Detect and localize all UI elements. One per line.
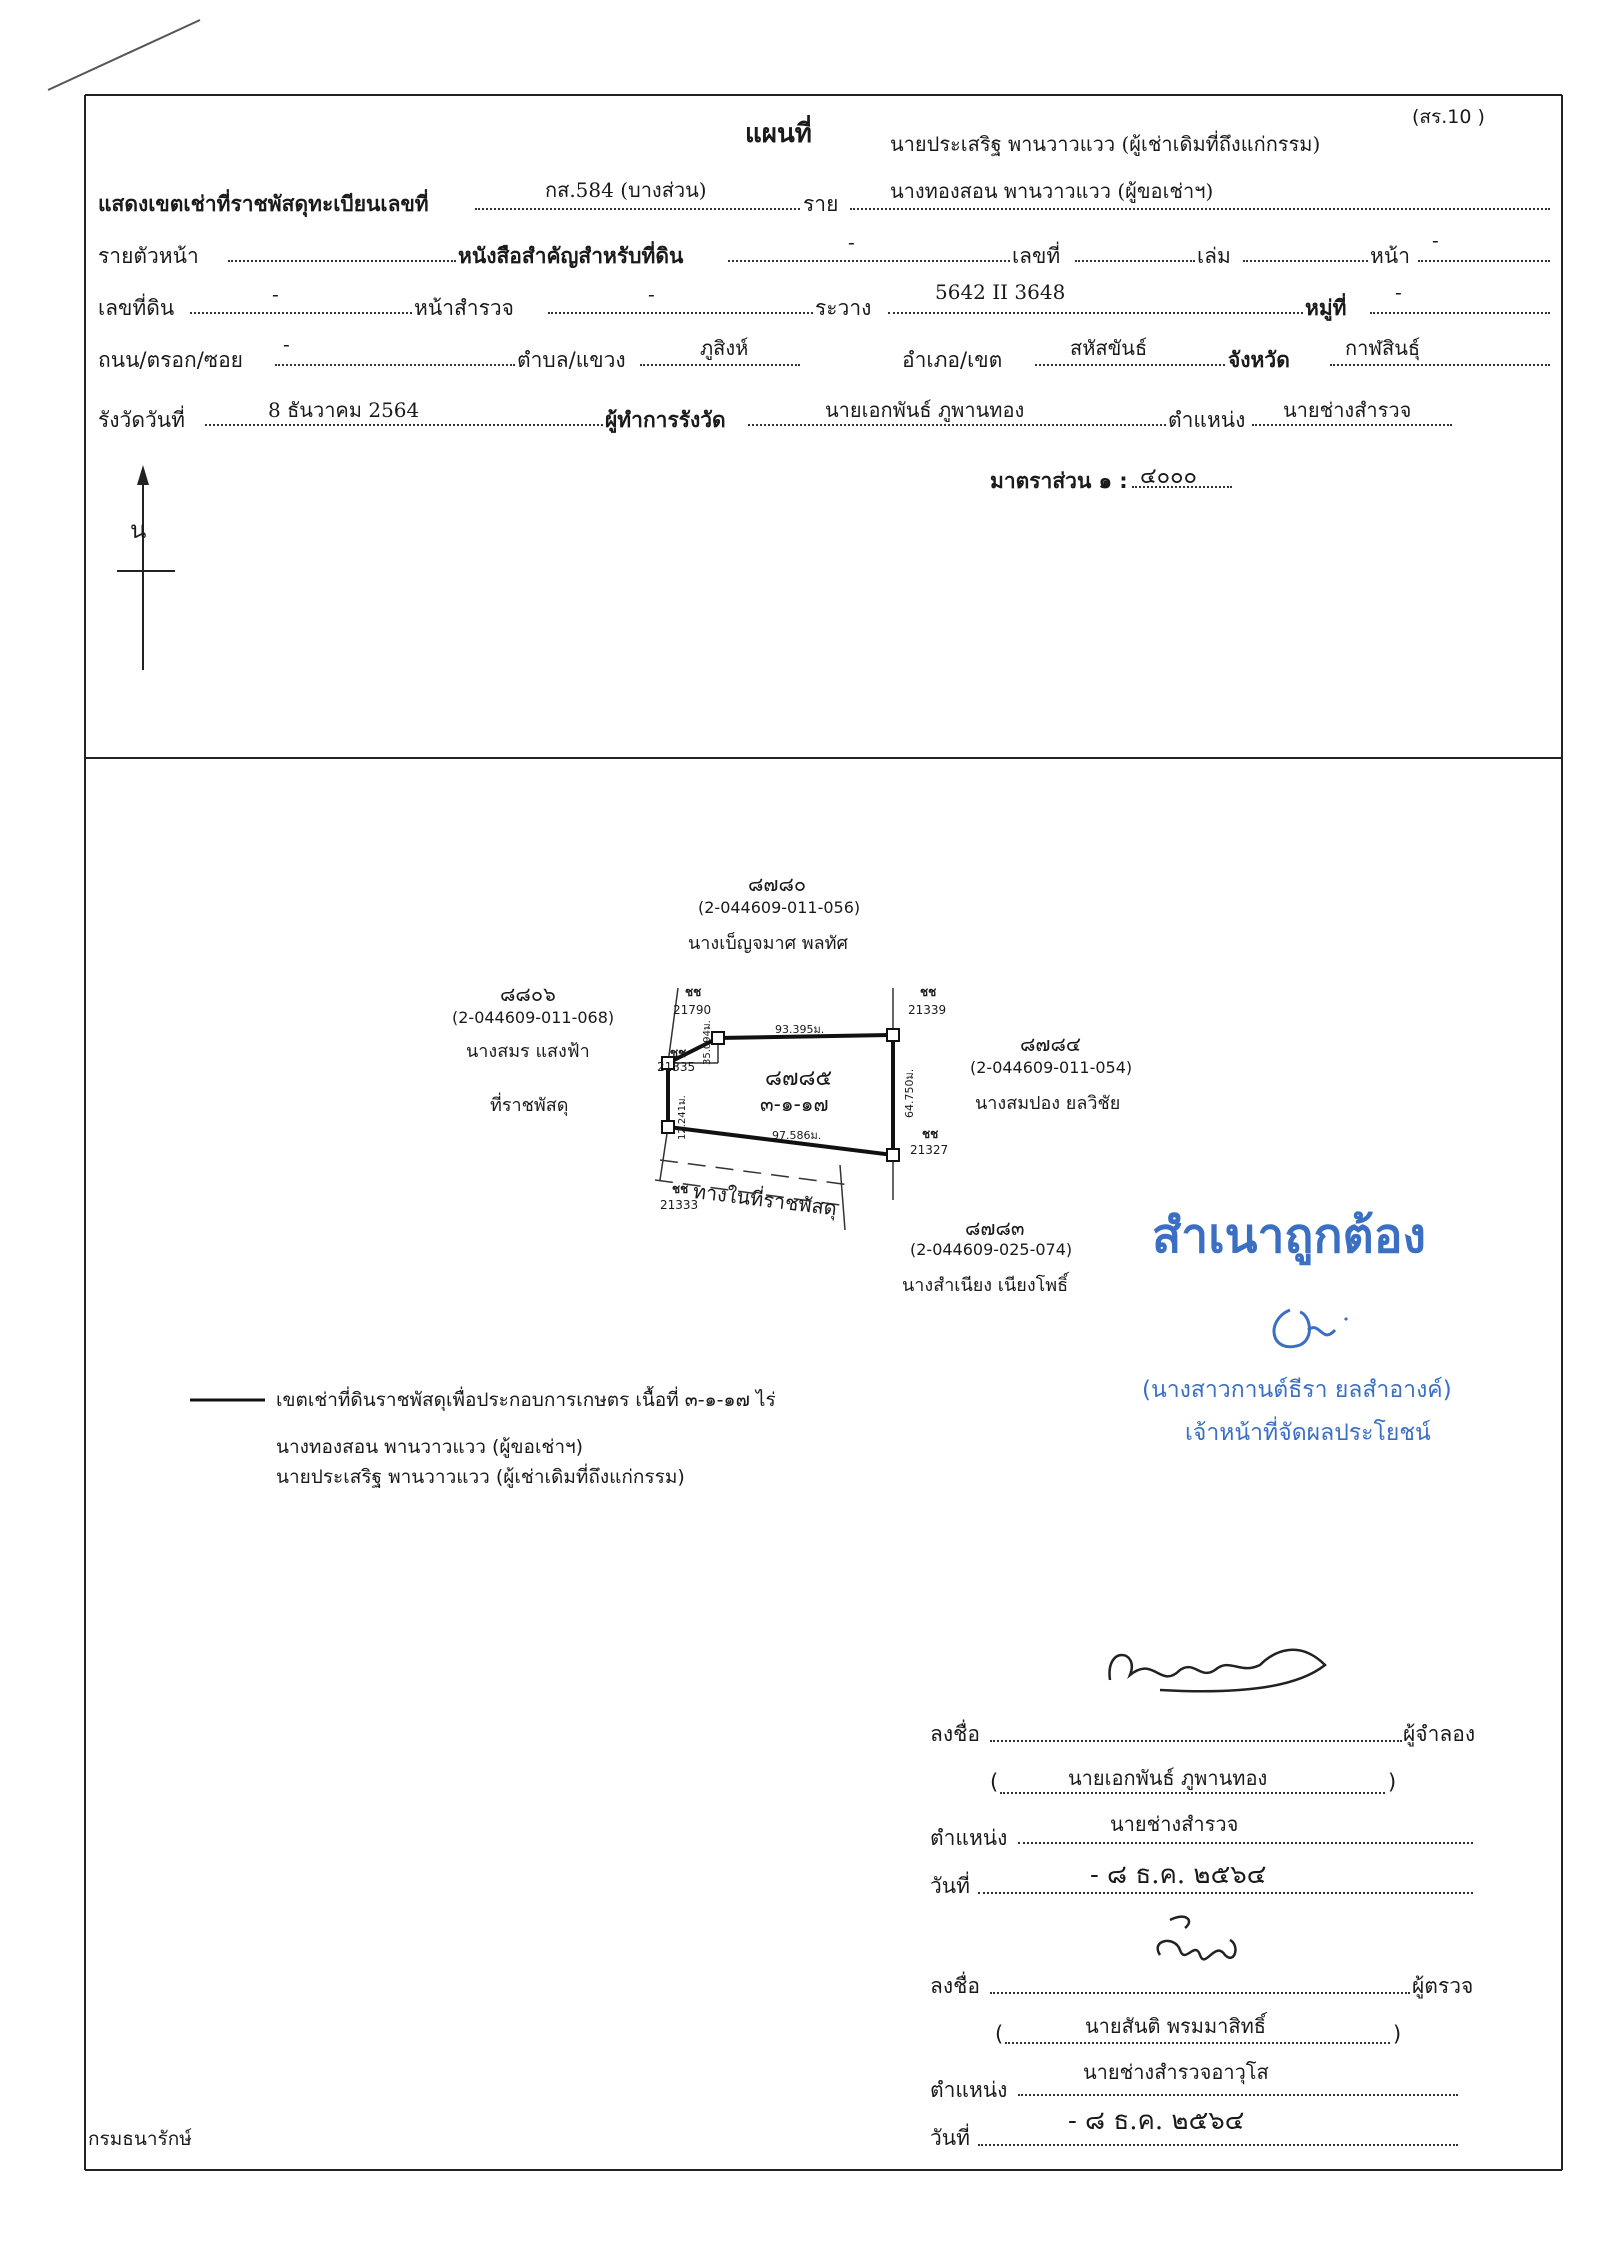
sig2-role: ผู้ตรวจ <box>1412 1974 1474 1998</box>
village-label: หมู่ที่ <box>1305 296 1347 320</box>
bottom-parcel-code: (2-044609-025-074) <box>910 1240 1073 1259</box>
sig1-name: นายเอกพันธ์ ภูพานทอง <box>1068 1766 1268 1790</box>
point-number: 21333 <box>660 1198 699 1212</box>
legend-line1: เขตเช่าที่ดินราชพัสดุเพื่อประกอบการเกษตร เนื้อที่ ๓-๑-๑๗ ไร่ <box>276 1389 776 1411</box>
form-code: (สร.10 ) <box>1412 106 1485 128</box>
corner-marker <box>887 1149 899 1161</box>
adjacent-boundary <box>660 1127 668 1180</box>
bottom-parcel-owner: นางสำเนียง เนียงโพธิ์ <box>902 1275 1069 1296</box>
point-number: 21339 <box>908 1003 947 1017</box>
signature-2 <box>1140 1910 1260 1975</box>
map-sheet-label: ระวาง <box>815 296 872 320</box>
land-no-label: เลขที่ดิน <box>98 296 175 320</box>
dotted-line <box>1000 1792 1385 1794</box>
land-no-value: - <box>272 282 279 306</box>
legend-line2: นางทองสอน พานวาวแวว (ผู้ขอเช่าฯ) <box>276 1436 584 1458</box>
point-number: 21790 <box>673 1003 712 1017</box>
page-value: - <box>1432 228 1439 252</box>
bottom-parcel-no: ๘๗๘๓ <box>965 1216 1025 1240</box>
sig1-date-label: วันที่ <box>930 1874 970 1898</box>
subdistrict-label: ตำบล/แขวง <box>517 348 626 372</box>
point-label: ชช <box>920 985 937 999</box>
sig2-name: นายสันติ พรมมาสิทธิ์ <box>1085 2014 1266 2038</box>
stamp-signature <box>1260 1290 1370 1360</box>
certified-copy-stamp: สำเนาถูกต้อง <box>1152 1208 1426 1264</box>
paren-open: ( <box>990 1770 999 1794</box>
stamp-officer-position: เจ้าหน้าที่จัดผลประโยชน์ <box>1185 1420 1431 1446</box>
point-label: ชช <box>922 1127 939 1141</box>
right-parcel-code: (2-044609-011-054) <box>970 1058 1133 1077</box>
survey-page-label: หน้าสำรวจ <box>414 296 514 320</box>
corner-marker <box>887 1029 899 1041</box>
top-parcel-no: ๘๗๘๐ <box>748 872 807 896</box>
land-doc-value: - <box>848 230 855 254</box>
position-label: ตำแหน่ง <box>1168 408 1246 432</box>
paren-close: ) <box>1388 1770 1397 1794</box>
road-label: ถนน/ตรอก/ซอย <box>98 348 243 372</box>
page-title: แผนที่ <box>745 119 812 149</box>
left-parcel-owner: นางสมร แสงฟ้า <box>466 1041 590 1062</box>
survey-date-value: 8 ธันวาคม 2564 <box>268 398 420 422</box>
page-ref-label: รายตัวหน้า <box>98 244 199 268</box>
applicant: นางทองสอน พานวาวแวว (ผู้ขอเช่าฯ) <box>890 179 1214 203</box>
left-public-land: ที่ราชพัสดุ <box>490 1095 569 1116</box>
registry-value: กส.584 (บางส่วน) <box>545 178 707 202</box>
left-parcel-code: (2-044609-011-068) <box>452 1008 615 1027</box>
dotted-line <box>1005 2042 1390 2044</box>
sig1-role: ผู้จำลอง <box>1403 1722 1476 1746</box>
sig1-date: - ๘ ธ.ค. ๒๕๖๔ <box>1090 1860 1267 1890</box>
top-parcel-owner: นางเบ็ญจมาศ พลทัศ <box>688 933 848 954</box>
land-doc-label: หนังสือสำคัญสำหรับที่ดิน <box>458 244 684 268</box>
paren-close: ) <box>1393 2022 1402 2046</box>
sig2-date-label: วันที่ <box>930 2126 970 2150</box>
registry-label: แสดงเขตเช่าที่ราชพัสดุทะเบียนเลขที่ <box>98 192 429 216</box>
position-value: นายช่างสำรวจ <box>1283 398 1412 422</box>
original-lessee: นายประเสริฐ พานวาวแวว (ผู้เช่าเดิมที่ถึงแก่กรรม) <box>890 132 1321 156</box>
point-label: ชช <box>672 1182 689 1196</box>
list-label: ราย <box>803 192 839 216</box>
district-label: อำเภอ/เขต <box>902 348 1003 372</box>
sig2-date: - ๘ ธ.ค. ๒๕๖๔ <box>1068 2106 1245 2136</box>
dotted-line <box>978 1892 1473 1894</box>
left-parcel-no: ๘๘๐๖ <box>500 982 556 1006</box>
legend-line-icon <box>190 1395 270 1405</box>
dimension-label: 12.241ม. <box>677 1095 688 1140</box>
department-name: กรมธนารักษ์ <box>88 2128 192 2150</box>
village-value: - <box>1395 280 1402 304</box>
survey-date-label: รังวัดวันที่ <box>98 408 185 432</box>
dimension-label: 93.395ม. <box>775 1023 825 1036</box>
signature-1 <box>1100 1635 1350 1710</box>
survey-page-value: - <box>648 282 655 306</box>
north-label: น <box>130 516 147 544</box>
dotted-line <box>1018 2094 1458 2096</box>
sig1-position: นายช่างสำรวจ <box>1110 1812 1239 1836</box>
point-number: 21335 <box>657 1060 696 1074</box>
point-label: ชช <box>685 985 702 999</box>
scale-value: ๔๐๐๐ <box>1140 464 1197 489</box>
parcel-number: ๘๗๘๕ <box>765 1066 833 1091</box>
dotted-line <box>1018 1842 1473 1844</box>
dimension-label: 35.094ม. <box>702 1020 713 1065</box>
map-sheet-value: 5642 II 3648 <box>935 280 1066 304</box>
top-parcel-code: (2-044609-011-056) <box>698 898 861 917</box>
point-label: ชช <box>670 1046 687 1060</box>
point-number: 21327 <box>910 1143 949 1157</box>
road-value: - <box>283 332 290 356</box>
province-label: จังหวัด <box>1228 348 1290 372</box>
scale-label: มาตราส่วน ๑ : <box>990 469 1128 493</box>
road-line <box>660 1160 850 1185</box>
number-label: เลขที่ <box>1012 244 1061 268</box>
corner-marker <box>662 1121 674 1133</box>
district-value: สหัสขันธ์ <box>1070 336 1148 360</box>
parcel-area: ๓-๑-๑๗ <box>760 1092 829 1116</box>
right-parcel-no: ๘๗๘๔ <box>1020 1032 1082 1056</box>
dimension-label: 97.586ม. <box>772 1129 822 1142</box>
sig2-position: นายช่างสำรวจอาวุโส <box>1083 2060 1269 2084</box>
road-label: ทางในที่ราชพัสดุ <box>691 1178 839 1221</box>
dotted-line <box>978 2144 1458 2146</box>
right-parcel-owner: นางสมปอง ยลวิชัย <box>975 1093 1121 1114</box>
sig2-label: ลงชื่อ <box>930 1974 980 1998</box>
sig1-position-label: ตำแหน่ง <box>930 1826 1008 1850</box>
province-value: กาฬสินธุ์ <box>1345 336 1421 360</box>
road-line <box>840 1165 845 1230</box>
page-label: หน้า <box>1370 244 1410 268</box>
sig1-label: ลงชื่อ <box>930 1722 980 1746</box>
dimension-label: 64.750ม. <box>903 1068 916 1118</box>
volume-label: เล่ม <box>1197 244 1231 268</box>
sig2-position-label: ตำแหน่ง <box>930 2078 1008 2102</box>
subdistrict-value: ภูสิงห์ <box>700 336 749 360</box>
paren-open: ( <box>995 2022 1004 2046</box>
surveyor-value: นายเอกพันธ์ ภูพานทอง <box>825 398 1025 422</box>
dotted-line <box>990 1740 1402 1742</box>
legend-line3: นายประเสริฐ พานวาวแวว (ผู้เช่าเดิมที่ถึงแก่กรรม) <box>276 1466 685 1488</box>
stamp-officer-name: (นางสาวกานต์ธีรา ยลสำอางค์) <box>1142 1377 1452 1403</box>
surveyor-label: ผู้ทำการรังวัด <box>605 408 726 432</box>
dotted-line <box>990 1992 1410 1994</box>
